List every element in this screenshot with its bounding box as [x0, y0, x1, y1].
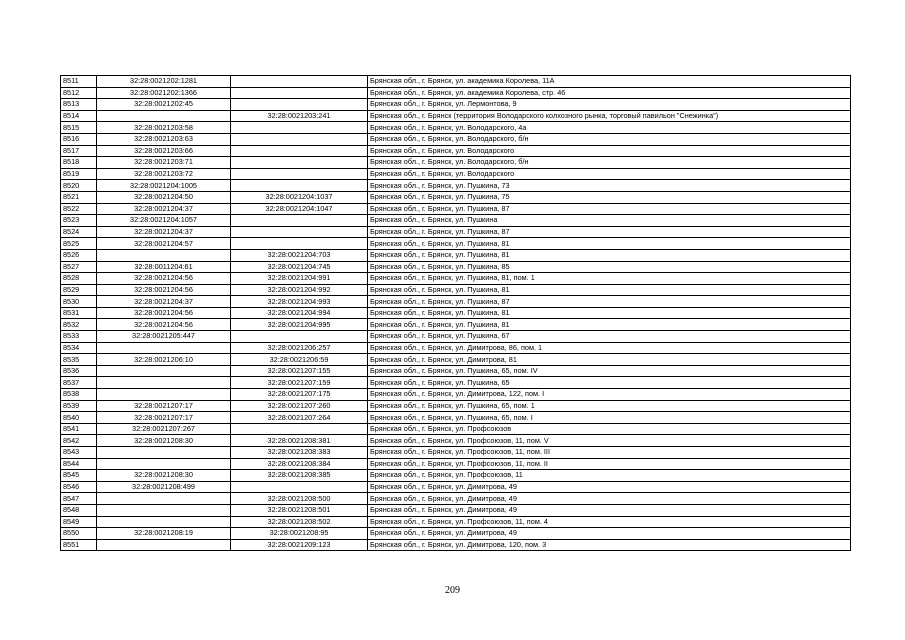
address-cell: Брянская обл., г. Брянск, ул. Пушкина, 85	[368, 261, 851, 273]
cadastral-number-cell: 32:28:0021204:37	[97, 203, 231, 215]
object-cadastral-number-cell: 32:28:0021207:159	[231, 377, 368, 389]
row-number-cell: 8527	[61, 261, 97, 273]
row-number-cell: 8515	[61, 122, 97, 134]
cadastral-number-cell: 32:28:0021202:1366	[97, 87, 231, 99]
cadastral-number-cell	[97, 504, 231, 516]
address-cell: Брянская обл., г. Брянск, ул. Лермонтова, 9	[368, 99, 851, 111]
cadastral-number-cell: 32:28:0021208:499	[97, 481, 231, 493]
object-cadastral-number-cell	[231, 226, 368, 238]
address-cell: Брянская обл., г. Брянск, ул. Пушкина, 65	[368, 377, 851, 389]
object-cadastral-number-cell: 32:28:0021208:381	[231, 435, 368, 447]
address-cell: Брянская обл., г. Брянск, ул. Димитрова, 122, пом. I	[368, 389, 851, 401]
cadastral-number-cell: 32:28:0021204:56	[97, 307, 231, 319]
row-number-cell: 8540	[61, 412, 97, 424]
address-cell: Брянская обл., г. Брянск, ул. Димитрова, 49	[368, 481, 851, 493]
address-cell: Брянская обл., г. Брянск, ул. Володарского, 4а	[368, 122, 851, 134]
cadastral-number-cell	[97, 389, 231, 401]
address-cell: Брянская обл., г. Брянск, ул. Пушкина, 67	[368, 331, 851, 343]
address-cell: Брянская обл., г. Брянск, ул. Пушкина, 65, пом. IV	[368, 365, 851, 377]
table-row	[61, 168, 851, 180]
address-cell: Брянская обл., г. Брянск, ул. Димитрова, 49	[368, 528, 851, 540]
table-row	[61, 226, 851, 238]
cadastral-number-cell: 32:28:0021202:1281	[97, 76, 231, 88]
row-number-cell: 8534	[61, 342, 97, 354]
cadastral-number-cell: 32:28:0021204:1005	[97, 180, 231, 192]
object-cadastral-number-cell	[231, 145, 368, 157]
row-number-cell: 8517	[61, 145, 97, 157]
table-row	[61, 528, 851, 540]
row-number-cell: 8537	[61, 377, 97, 389]
address-cell: Брянская обл., г. Брянск, ул. Профсоюзов, 11, пом. III	[368, 447, 851, 459]
table-row	[61, 99, 851, 111]
table-row	[61, 261, 851, 273]
cadastral-number-cell: 32:28:0021203:71	[97, 157, 231, 169]
object-cadastral-number-cell	[231, 180, 368, 192]
object-cadastral-number-cell	[231, 133, 368, 145]
object-cadastral-number-cell: 32:28:0021209:123	[231, 539, 368, 551]
table-row	[61, 435, 851, 447]
object-cadastral-number-cell: 32:28:0021204:745	[231, 261, 368, 273]
cadastral-number-cell: 32:28:0021203:58	[97, 122, 231, 134]
row-number-cell: 8529	[61, 284, 97, 296]
object-cadastral-number-cell: 32:28:0021204:1037	[231, 191, 368, 203]
row-number-cell: 8523	[61, 215, 97, 227]
table-row	[61, 215, 851, 227]
row-number-cell: 8525	[61, 238, 97, 250]
cadastral-number-cell: 32:28:0021206:10	[97, 354, 231, 366]
table-row	[61, 307, 851, 319]
table-row	[61, 389, 851, 401]
cadastral-number-cell: 32:28:0021203:72	[97, 168, 231, 180]
row-number-cell: 8518	[61, 157, 97, 169]
object-cadastral-number-cell: 32:28:0021204:995	[231, 319, 368, 331]
address-cell: Брянская обл., г. Брянск, ул. Пушкина, 81	[368, 307, 851, 319]
table-row	[61, 87, 851, 99]
row-number-cell: 8513	[61, 99, 97, 111]
table-row	[61, 412, 851, 424]
row-number-cell: 8520	[61, 180, 97, 192]
cadastral-number-cell: 32:28:0021205:447	[97, 331, 231, 343]
object-cadastral-number-cell: 32:28:0021208:500	[231, 493, 368, 505]
address-cell: Брянская обл., г. Брянск, ул. Пушкина, 65, пом. 1	[368, 400, 851, 412]
table-row	[61, 481, 851, 493]
object-cadastral-number-cell	[231, 238, 368, 250]
row-number-cell: 8512	[61, 87, 97, 99]
table-row	[61, 447, 851, 459]
row-number-cell: 8544	[61, 458, 97, 470]
row-number-cell: 8551	[61, 539, 97, 551]
address-cell: Брянская обл., г. Брянск, ул. Володарского	[368, 168, 851, 180]
row-number-cell: 8519	[61, 168, 97, 180]
address-cell: Брянская обл., г. Брянск, ул. Пушкина, 65, пом. I	[368, 412, 851, 424]
address-cell: Брянская обл., г. Брянск, ул. Профсоюзов	[368, 423, 851, 435]
cadastral-number-cell: 32:28:0021208:30	[97, 435, 231, 447]
page-number: 209	[445, 585, 460, 596]
table-row	[61, 458, 851, 470]
row-number-cell: 8530	[61, 296, 97, 308]
row-number-cell: 8549	[61, 516, 97, 528]
row-number-cell: 8521	[61, 191, 97, 203]
object-cadastral-number-cell: 32:28:0021204:991	[231, 273, 368, 285]
address-cell: Брянская обл., г. Брянск, ул. Профсоюзов, 11, пом. II	[368, 458, 851, 470]
object-cadastral-number-cell: 32:28:0021204:703	[231, 249, 368, 261]
registry-table-body	[61, 76, 851, 551]
row-number-cell: 8524	[61, 226, 97, 238]
address-cell: Брянская обл., г. Брянск, ул. Профсоюзов, 11	[368, 470, 851, 482]
cadastral-number-cell	[97, 377, 231, 389]
address-cell: Брянская обл., г. Брянск, ул. Пушкина, 73	[368, 180, 851, 192]
table-row	[61, 110, 851, 122]
object-cadastral-number-cell	[231, 157, 368, 169]
object-cadastral-number-cell	[231, 423, 368, 435]
cadastral-number-cell: 32:28:0021203:63	[97, 133, 231, 145]
cadastral-number-cell: 32:28:0021207:267	[97, 423, 231, 435]
table-row	[61, 145, 851, 157]
object-cadastral-number-cell: 32:28:0021204:994	[231, 307, 368, 319]
cadastral-number-cell: 32:28:0021204:50	[97, 191, 231, 203]
object-cadastral-number-cell	[231, 122, 368, 134]
object-cadastral-number-cell	[231, 168, 368, 180]
address-cell: Брянская обл., г. Брянск, ул. Пушкина, 87	[368, 296, 851, 308]
table-row	[61, 238, 851, 250]
row-number-cell: 8547	[61, 493, 97, 505]
table-row	[61, 354, 851, 366]
table-row	[61, 539, 851, 551]
object-cadastral-number-cell: 32:28:0021208:384	[231, 458, 368, 470]
object-cadastral-number-cell: 32:28:0021207:264	[231, 412, 368, 424]
cadastral-number-cell: 32:28:0021208:30	[97, 470, 231, 482]
address-cell: Брянская обл., г. Брянск, ул. Пушкина, 87	[368, 226, 851, 238]
row-number-cell: 8550	[61, 528, 97, 540]
table-row	[61, 365, 851, 377]
address-cell: Брянская обл., г. Брянск, ул. Димитрова, 86, пом. 1	[368, 342, 851, 354]
row-number-cell: 8511	[61, 76, 97, 88]
object-cadastral-number-cell	[231, 76, 368, 88]
address-cell: Брянская обл., г. Брянск, ул. академика Королева, стр. 46	[368, 87, 851, 99]
table-row	[61, 400, 851, 412]
table-row	[61, 331, 851, 343]
address-cell: Брянская обл., г. Брянск, ул. Пушкина, 81	[368, 249, 851, 261]
object-cadastral-number-cell: 32:28:0021208:95	[231, 528, 368, 540]
object-cadastral-number-cell	[231, 99, 368, 111]
cadastral-number-cell	[97, 493, 231, 505]
row-number-cell: 8528	[61, 273, 97, 285]
address-cell: Брянская обл., г. Брянск, ул. Володарского	[368, 145, 851, 157]
object-cadastral-number-cell: 32:28:0021204:992	[231, 284, 368, 296]
row-number-cell: 8516	[61, 133, 97, 145]
row-number-cell: 8531	[61, 307, 97, 319]
cadastral-number-cell: 32:28:0021207:17	[97, 412, 231, 424]
registry-sheet	[60, 75, 850, 551]
row-number-cell: 8535	[61, 354, 97, 366]
cadastral-number-cell	[97, 365, 231, 377]
table-row	[61, 203, 851, 215]
table-row	[61, 493, 851, 505]
cadastral-number-cell	[97, 342, 231, 354]
address-cell: Брянская обл., г. Брянск, ул. Пушкина, 81, пом. 1	[368, 273, 851, 285]
object-cadastral-number-cell: 32:28:0021206:257	[231, 342, 368, 354]
object-cadastral-number-cell	[231, 331, 368, 343]
row-number-cell: 8546	[61, 481, 97, 493]
row-number-cell: 8548	[61, 504, 97, 516]
address-cell: Брянская обл., г. Брянск, ул. академика Королева, 11А	[368, 76, 851, 88]
cadastral-number-cell: 32:28:0021204:56	[97, 284, 231, 296]
address-cell: Брянская обл., г. Брянск, ул. Володарского, б/н	[368, 157, 851, 169]
row-number-cell: 8514	[61, 110, 97, 122]
address-cell: Брянская обл., г. Брянск, ул. Пушкина, 81	[368, 319, 851, 331]
cadastral-number-cell: 32:28:0021202:45	[97, 99, 231, 111]
cadastral-number-cell	[97, 447, 231, 459]
table-row	[61, 377, 851, 389]
row-number-cell: 8533	[61, 331, 97, 343]
address-cell: Брянская обл., г. Брянск, ул. Димитрова, 81	[368, 354, 851, 366]
address-cell: Брянская обл., г. Брянск, ул. Димитрова, 49	[368, 504, 851, 516]
cadastral-number-cell	[97, 249, 231, 261]
table-row	[61, 249, 851, 261]
address-cell: Брянская обл., г. Брянск, ул. Димитрова, 49	[368, 493, 851, 505]
object-cadastral-number-cell: 32:28:0021208:502	[231, 516, 368, 528]
address-cell: Брянская обл., г. Брянск, ул. Профсоюзов, 11, пом. V	[368, 435, 851, 447]
row-number-cell: 8538	[61, 389, 97, 401]
table-row	[61, 342, 851, 354]
row-number-cell: 8542	[61, 435, 97, 447]
cadastral-number-cell: 32:28:0021207:17	[97, 400, 231, 412]
row-number-cell: 8539	[61, 400, 97, 412]
address-cell: Брянская обл., г. Брянск, ул. Пушкина	[368, 215, 851, 227]
table-row	[61, 296, 851, 308]
cadastral-number-cell: 32:28:0021204:57	[97, 238, 231, 250]
table-row	[61, 470, 851, 482]
row-number-cell: 8545	[61, 470, 97, 482]
table-row	[61, 423, 851, 435]
cadastral-number-cell: 32:28:0021204:37	[97, 296, 231, 308]
object-cadastral-number-cell	[231, 481, 368, 493]
object-cadastral-number-cell: 32:28:0021204:993	[231, 296, 368, 308]
table-row	[61, 191, 851, 203]
cadastral-number-cell	[97, 539, 231, 551]
address-cell: Брянская обл., г. Брянск, ул. Профсоюзов, 11, пом. 4	[368, 516, 851, 528]
cadastral-number-cell	[97, 516, 231, 528]
table-row	[61, 284, 851, 296]
address-cell: Брянская обл., г. Брянск, ул. Пушкина, 81	[368, 284, 851, 296]
object-cadastral-number-cell: 32:28:0021208:501	[231, 504, 368, 516]
cadastral-number-cell	[97, 458, 231, 470]
cadastral-number-cell: 32:28:0021204:56	[97, 319, 231, 331]
table-row	[61, 76, 851, 88]
table-row	[61, 273, 851, 285]
cadastral-number-cell: 32:28:0021204:1057	[97, 215, 231, 227]
table-row	[61, 504, 851, 516]
row-number-cell: 8522	[61, 203, 97, 215]
row-number-cell: 8541	[61, 423, 97, 435]
address-cell: Брянская обл., г. Брянск, ул. Пушкина, 81	[368, 238, 851, 250]
object-cadastral-number-cell: 32:28:0021204:1047	[231, 203, 368, 215]
address-cell: Брянская обл., г. Брянск, ул. Володарского, б/н	[368, 133, 851, 145]
row-number-cell: 8543	[61, 447, 97, 459]
registry-table	[60, 75, 851, 551]
table-row	[61, 180, 851, 192]
address-cell: Брянская обл., г. Брянск, ул. Пушкина, 87	[368, 203, 851, 215]
table-row	[61, 319, 851, 331]
row-number-cell: 8526	[61, 249, 97, 261]
table-row	[61, 133, 851, 145]
address-cell: Брянская обл., г. Брянск, ул. Пушкина, 75	[368, 191, 851, 203]
row-number-cell: 8536	[61, 365, 97, 377]
object-cadastral-number-cell: 32:28:0021207:175	[231, 389, 368, 401]
row-number-cell: 8532	[61, 319, 97, 331]
table-row	[61, 157, 851, 169]
object-cadastral-number-cell: 32:28:0021203:241	[231, 110, 368, 122]
object-cadastral-number-cell	[231, 215, 368, 227]
cadastral-number-cell: 32:28:0021204:56	[97, 273, 231, 285]
address-cell: Брянская обл., г. Брянск (территория Володарского колхозного рынка, торговый павильон "Снежинка")	[368, 110, 851, 122]
cadastral-number-cell: 32:28:0021204:37	[97, 226, 231, 238]
cadastral-number-cell: 32:28:0021208:19	[97, 528, 231, 540]
cadastral-number-cell: 32:28:0021203:66	[97, 145, 231, 157]
object-cadastral-number-cell: 32:28:0021208:383	[231, 447, 368, 459]
object-cadastral-number-cell	[231, 87, 368, 99]
cadastral-number-cell	[97, 110, 231, 122]
object-cadastral-number-cell: 32:28:0021208:385	[231, 470, 368, 482]
address-cell: Брянская обл., г. Брянск, ул. Димитрова, 120, пом. 3	[368, 539, 851, 551]
table-row	[61, 516, 851, 528]
table-row	[61, 122, 851, 134]
object-cadastral-number-cell: 32:28:0021207:155	[231, 365, 368, 377]
object-cadastral-number-cell: 32:28:0021206:59	[231, 354, 368, 366]
object-cadastral-number-cell: 32:28:0021207:260	[231, 400, 368, 412]
cadastral-number-cell: 32:28:0011204:61	[97, 261, 231, 273]
